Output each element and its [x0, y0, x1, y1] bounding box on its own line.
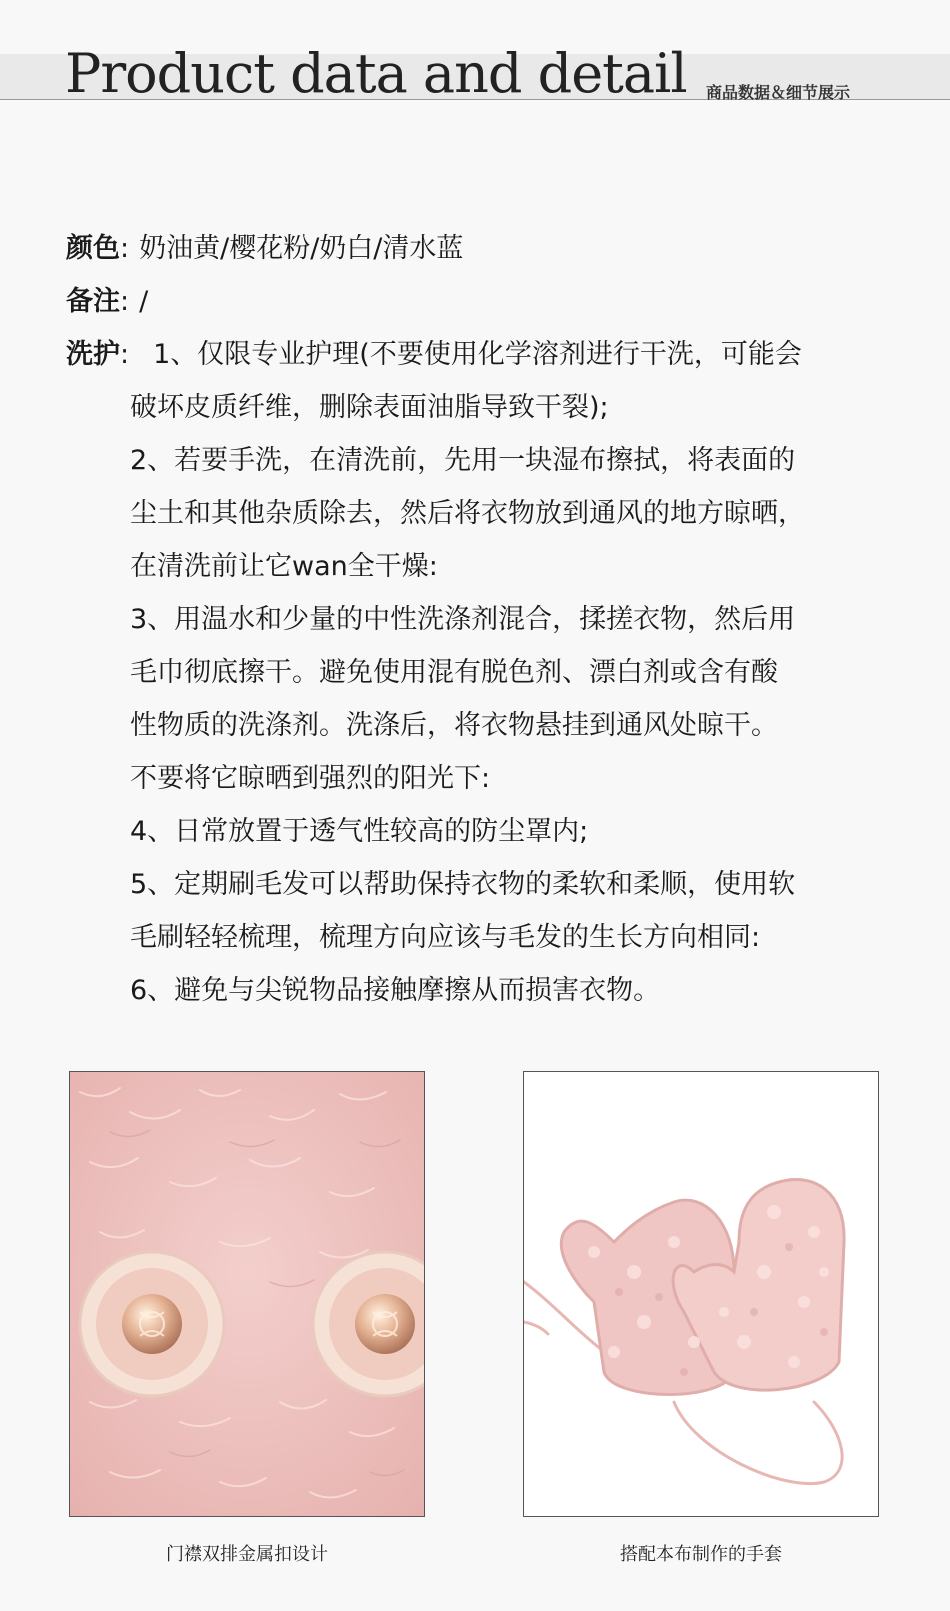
- page-title: Product data and detail: [65, 42, 687, 105]
- care-line: 1、仅限专业护理(不要使用化学溶剂进行干洗，可能会: [153, 339, 802, 370]
- care-line: 在清洗前让它wan全干燥:: [130, 551, 438, 582]
- mittens-image: [524, 1072, 879, 1517]
- mittens-caption: 搭配本布制作的手套: [620, 1544, 782, 1565]
- care-line: 不要将它晾晒到强烈的阳光下:: [130, 763, 491, 794]
- spec-color-value: 奶油黄/樱花粉/奶白/清水蓝: [139, 233, 464, 264]
- spec-color-sep: :: [120, 233, 130, 264]
- care-line: 尘土和其他杂质除去，然后将衣物放到通风的地方晾晒，: [130, 498, 805, 529]
- mittens-photo: [523, 1071, 879, 1517]
- spec-color-label: 颜色: [66, 233, 120, 264]
- care-line: 3、用温水和少量的中性洗涤剂混合，揉搓衣物，然后用: [130, 604, 796, 635]
- spec-care-label: 洗护: [66, 339, 120, 370]
- spec-care-row: [66, 328, 896, 381]
- care-line: 毛刷轻轻梳理，梳理方向应该与毛发的生长方向相同:: [130, 922, 761, 953]
- care-line: 破坏皮质纤维，删除表面油脂导致干裂);: [130, 392, 609, 423]
- spec-care-sep: :: [120, 339, 130, 370]
- care-line: 2、若要手洗，在清洗前，先用一块湿布擦拭，将表面的: [130, 445, 796, 476]
- spec-color-row: [66, 222, 896, 275]
- spec-note-sep: :: [120, 286, 130, 317]
- product-specs: [66, 222, 896, 1017]
- spec-note-value: /: [139, 286, 149, 317]
- care-instructions: [66, 381, 896, 1017]
- care-line: 性物质的洗涤剂。洗涤后，将衣物悬挂到通风处晾干。: [130, 710, 778, 741]
- button-detail-photo: [69, 1071, 425, 1517]
- care-line: 4、日常放置于透气性较高的防尘罩内;: [130, 816, 589, 847]
- care-line: 毛巾彻底擦干。避免使用混有脱色剂、漂白剂或含有酸: [130, 657, 778, 688]
- spec-note-label: 备注: [66, 286, 120, 317]
- care-line: 6、避免与尖锐物品接触摩擦从而损害衣物。: [130, 975, 661, 1006]
- spec-note-row: [66, 275, 896, 328]
- care-line: 5、定期刷毛发可以帮助保持衣物的柔软和柔顺，使用软: [130, 869, 796, 900]
- fur-buttons-image: [70, 1072, 425, 1517]
- button-detail-caption: 门襟双排金属扣设计: [166, 1544, 328, 1565]
- page-subtitle: 商品数据＆细节展示: [706, 83, 851, 102]
